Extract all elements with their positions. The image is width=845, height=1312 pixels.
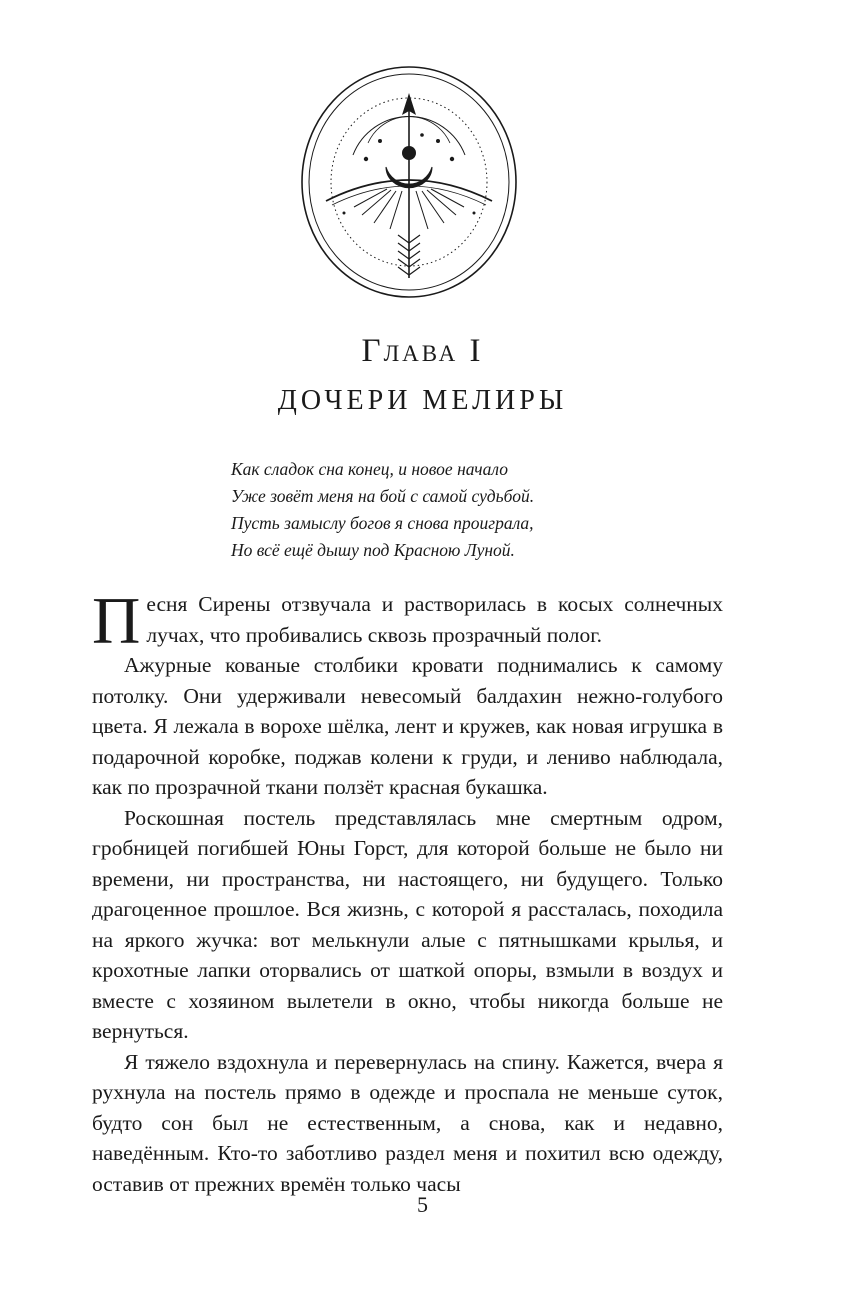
paragraph: Ажурные кованые столбики кровати поднимались к самому потолку. Они удерживали невесомый балдахин нежно-голубого цвета. Я лежала в ворохе шёлка, лент и кружев, как новая игрушка в подарочной коробке, поджав колени к груди, и лениво наблюдала, как по прозрачной ткани ползёт красная букашка. xyxy=(92,653,723,799)
paragraph xyxy=(92,584,723,658)
epigraph-line: Как сладок сна конец, и новое начало xyxy=(231,459,508,479)
body-text xyxy=(92,584,723,1199)
paragraph-text: есня Сирены отзвучала и растворилась в косых солнечных лучах, что пробивались сквозь прозрачный полог. xyxy=(146,592,723,647)
epigraph xyxy=(231,456,651,564)
epigraph-line: Уже зовёт меня на бой с самой судьбой. xyxy=(231,486,535,506)
drop-cap: П xyxy=(92,584,141,658)
chapter-title: ДОЧЕРИ МЕЛИРЫ xyxy=(277,385,568,416)
epigraph-line: Но всё ещё дышу под Красною Луной. xyxy=(231,540,515,560)
emblem-moon-dot xyxy=(402,146,416,160)
paragraph: Я тяжело вздохнула и перевернулась на спину. Кажется, вчера я рухнула на постель прямо в одежде и проспала не меньше суток, будто сон был не естественным, а снова, как и недавно, наведённым. Кто-то заботливо раздел меня и похитил всю одежду, оставив от прежних времён только часы xyxy=(92,1049,723,1196)
paragraph: Роскошная постель представлялась мне смертным одром, гробницей погибшей Юны Горст, для которой больше не было ни времени, ни пространства, ни настоящего, ни будущего. Только драгоценное прошлое. Вся жизнь, с которой я рассталась, походила на яркого жучка: вот мелькнули алые с пятнышками крылья, и крохотные лапки оторвались от шаткой опоры, взмыли в воздух и вместе с хозяином вылетели в окно, чтобы никогда больше не вернуться. xyxy=(92,805,723,1043)
chapter-emblem xyxy=(298,63,520,301)
epigraph-line: Пусть замыслу богов я снова проиграла, xyxy=(231,513,534,533)
page-number: 5 xyxy=(417,1192,428,1217)
chapter-number: Глава I xyxy=(361,333,484,369)
